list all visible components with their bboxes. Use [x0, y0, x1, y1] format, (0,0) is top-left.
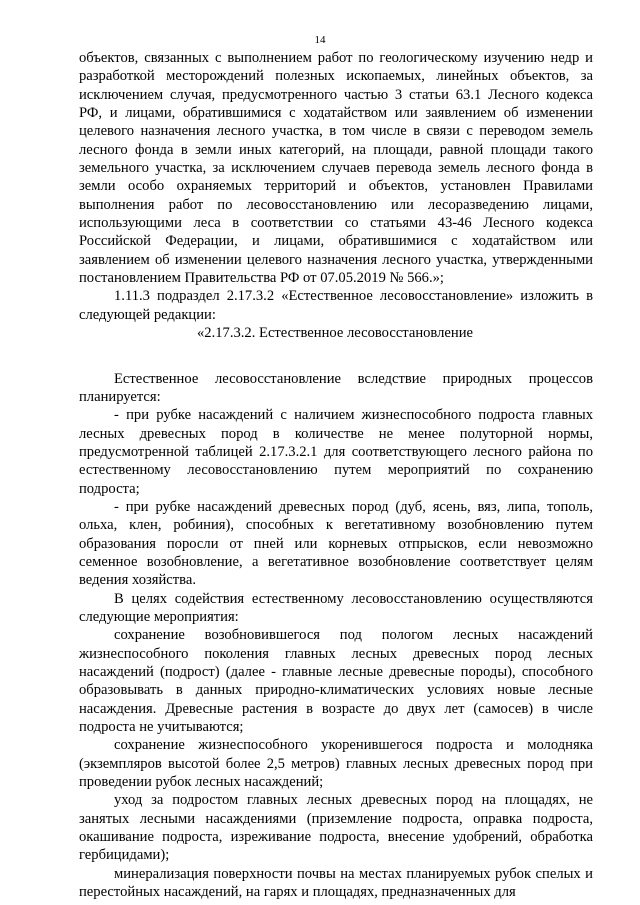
paragraph-measure-mineralization: минерализация поверхности почвы на местах планируемых рубок спелых и перестойных насаждений, на гарях и площадях, предназначенных для [79, 865, 593, 901]
paragraph-amendment: 1.11.3 подраздел 2.17.3.2 «Естественное лесовосстановление» изложить в следующей редакции: [79, 288, 593, 323]
page-number: 14 [314, 34, 326, 46]
section-title: «2.17.3.2. Естественное лесовосстановление [197, 325, 473, 342]
list-item-undergrowth: - при рубке насаждений с наличием жизнеспособного подроста главных лесных древесных пород в количестве не менее полуторной нормы, предусмотренной таблицей 2.17.3.2.1 для соответствующего лесного района по естественному лесовосстановлению путем мероприятий по сохранению подроста; [79, 407, 593, 497]
paragraph-continuation: объектов, связанных с выполнением работ по геологическому изучению недр и разработкой месторождений полезных ископаемых, линейных объектов, за исключением случая, предусмотренного частью 3 статьи 63.1 Лесного кодекса РФ, и лицами, обратившимися с ходатайством или заявлением об изменении целевого назначения лесного участка, в том числе в связи с переводом земель лесного фонда в земли иных категорий, на площади, равной площади такого земельного участка, за исключением случаев перевода земель лесного фонда в земли особо охраняемых территорий и объектов, установлен Правилами выполнения работ по лесовосстановлению или лесоразведению лицами, использующими леса в соответствии со статьями 43-46 Лесного кодекса Российской Федерации, и лицами, обратившимися с ходатайством или заявлением об изменении целевого назначения лесного участка, утвержденными постановлением Правительства РФ от 07.05.2019 № 566.»; [79, 50, 593, 287]
blank-line [79, 343, 593, 370]
paragraph-measure-preserve: сохранение возобновившегося под пологом лесных насаждений жизнеспособного поколения главных лесных древесных пород лесных насаждений (подрост) (далее - главные лесные древесные породы), способного образовывать в данных природно-климатических условиях новые лесные насаждения. Древесные растения в возрасте до двух лет (самосев) в числе подроста не учитываются; [79, 627, 593, 736]
list-item-vegetative: - при рубке насаждений древесных пород (дуб, ясень, вяз, липа, тополь, ольха, клен, робиния), способных к вегетативному возобновлению путем образования поросли от пней или корневых отпрысков, если невозможно семенное возобновление, а вегетативное возобновление соответствует целям ведения хозяйства. [79, 498, 593, 589]
document-body [79, 49, 593, 901]
paragraph-measure-care: уход за подростом главных лесных древесных пород на площадях, не занятых лесными насаждениями (приземление подроста, оправка подроста, окашивание подроста, изреживание подроста, внесение удобрений, обработка гербицидами); [79, 792, 593, 864]
paragraph-intro: Естественное лесовосстановление вследствие природных процессов планируется: [79, 370, 593, 405]
paragraph-measure-rooted: сохранение жизнеспособного укоренившегося подроста и молодняка (экземпляров высотой более 2,5 метров) главных лесных древесных пород при проведении рубок лесных насаждений; [79, 737, 593, 791]
paragraph-measures-intro: В целях содействия естественному лесовосстановлению осуществляются следующие мероприятия: [79, 590, 593, 625]
